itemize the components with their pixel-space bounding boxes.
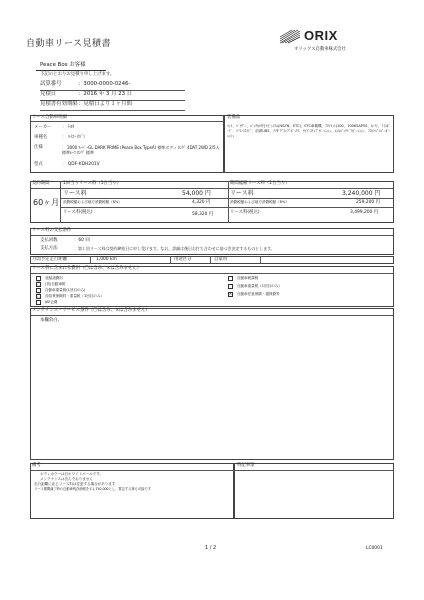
form-code: LC0001 bbox=[366, 546, 383, 551]
special-notes-label: 特記事項 bbox=[237, 463, 255, 468]
payment-count-value: ：60 回 bbox=[74, 238, 90, 243]
purpose-value: 自家用 bbox=[214, 257, 228, 262]
remark-line-1: ボディカラーは日ホワイトパールです。 bbox=[40, 472, 103, 476]
period-fee-value: 3,240,000 円 bbox=[342, 190, 381, 197]
tax-label: 消費税額および地方消費税額（8%） bbox=[63, 200, 122, 204]
purpose-label: 用途区分 bbox=[174, 257, 192, 262]
remark-line-2: メンテナンスは含んでおりません bbox=[40, 477, 93, 481]
quote-number-value: ：3000-0000-0246- bbox=[78, 81, 131, 87]
included-text-3: 自動車重量税(1回目のみ) bbox=[45, 288, 86, 292]
included-mark-2: 〇 bbox=[36, 281, 41, 287]
remark-line-3: 走行距離に応じリース料は変更する場合があります bbox=[34, 482, 116, 486]
included-right-checkbox-2 bbox=[228, 284, 233, 289]
remark-line-4: リース期間満了時の自動車残存価格を￥1,750,000とし、算定する事も可能です bbox=[34, 487, 151, 491]
remarks-label: 備考 bbox=[32, 463, 41, 468]
included-right-mark-3: × bbox=[228, 291, 233, 297]
logo-text: ORIX bbox=[304, 28, 338, 43]
model-label: 車種名 bbox=[34, 135, 48, 140]
maker-label: メーカー bbox=[34, 125, 52, 130]
included-right-text-2: 自動車重量税（1回目のみ） bbox=[237, 284, 282, 288]
payment-count-label: 支払回数 bbox=[40, 238, 58, 243]
payment-method-value: ：第１回リース料は契約締結日に申し受けます。なお、詳細は後日お打ち合わせに基づき決定するものとします。 bbox=[74, 246, 275, 251]
included-text-4: 自賠責保険料・重量税（1回目のみ） bbox=[45, 294, 104, 298]
equipment-label: 装備品 bbox=[227, 115, 241, 120]
logo-subtitle: オリックス自動車株式会社 bbox=[294, 47, 346, 52]
unit-fee-label: 1回当りリース料（1台当り） bbox=[63, 181, 122, 186]
maker-value: ： ﾄﾖﾀ bbox=[62, 125, 75, 130]
vehicle-section-label: リース自動車明細 bbox=[32, 115, 67, 120]
period-tax-label: 消費税額および地方消費税額（8%） bbox=[230, 200, 289, 204]
orix-logo-icon bbox=[278, 28, 302, 45]
included-checkbox-5 bbox=[36, 300, 41, 305]
usage-row bbox=[30, 256, 394, 264]
included-text-5: JAF会費 bbox=[45, 300, 58, 304]
included-mark-4: 〇 bbox=[36, 293, 41, 299]
mileage-label: 月間予定走行距離 bbox=[32, 257, 68, 262]
quote-number-label: 試算番号 bbox=[40, 81, 62, 87]
included-text-2: (初)自動車税 bbox=[45, 282, 66, 286]
type-label: 型式 bbox=[34, 162, 43, 167]
lease-fee-label: リース料 bbox=[63, 190, 87, 197]
contract-period-label: 契約期間 bbox=[32, 181, 50, 186]
maintenance-label: メンテナンス・サービス条件（〇は含み、×は含みません） bbox=[32, 308, 150, 313]
equipment-text: ﾏｯﾄ、ﾊﾞｲｻﾞｰ、ﾊﾞｯｸｶﾒﾗ付ﾅﾋﾞｼｽﾃﾑ(NSZN、ETC)、ETC車載機、ﾌﾛｱﾏｯﾄ(100、10065AP5S、ｶｰﾃﾝ、ｱｲｽﾎﾞｰﾄﾞ、ﾊﾟﾜｰｽﾗｲﾄﾞ、前席UBS、ｱﾂﾀﾞｸﾞﾛｰﾌﾞﾎﾞｯｸｽ、ｻｲﾄﾞｽﾃｯﾌﾟｶﾞｰﾆｯｼｭ、ﾒｯｷﾊﾞｯｸﾄﾞｱｶﾞｰﾆｯｼｭ、ﾌﾛﾝﾄﾊﾞﾝﾊﾟｰｶﾞｰﾆｯｼｭ bbox=[227, 124, 391, 139]
payment-section-label: リース料の支払条件 bbox=[32, 228, 72, 233]
period-tax-value: 259,200 円 bbox=[356, 200, 380, 205]
quote-expiry-label: 見積書有効期限 bbox=[40, 101, 78, 107]
spec-label: 仕様 bbox=[34, 145, 43, 150]
payment-method-label: 支払方法 bbox=[40, 246, 58, 251]
total-value: 58,320 円 bbox=[192, 212, 214, 217]
included-text-1: 登録諸費用 bbox=[45, 276, 63, 280]
quote-expiry-value: ：見積日より１ヶ月間 bbox=[78, 101, 132, 107]
mileage-value: 1,000 km bbox=[96, 257, 117, 262]
customer-name: Peace Box お客様 bbox=[40, 62, 86, 68]
special-notes-section bbox=[234, 463, 394, 519]
model-value: ： ﾊｲｴｰｽﾊﾞﾝ bbox=[62, 135, 86, 140]
greeting-text: 下記のとおりお見積り申し上げます。 bbox=[40, 72, 115, 77]
document-title: 自動車リース見積書 bbox=[26, 39, 112, 49]
lease-fee-value: 54,000 円 bbox=[182, 190, 211, 197]
included-checkbox-1 bbox=[36, 276, 41, 281]
spec-value: ： 3000 ｽｰﾊﾟｰGL DARK PRIME (Peace Box TypeA) 標準ボディ ﾛﾝｸﾞ 4DAT 2WD 2/5人 標準ﾙｰﾌ ﾛﾝｸﾞ 標準 bbox=[62, 145, 220, 155]
included-fees-label: リース料に含まれる費用（〇は含み、×は含みません） bbox=[32, 266, 142, 271]
quote-date-value: ：2016 年 3 月 23 日 bbox=[78, 91, 133, 97]
contract-period-value: 60ヶ月 bbox=[33, 198, 60, 207]
period-total-inc-value: 3,499,200 円 bbox=[350, 210, 379, 215]
quote-date-label: 見積日 bbox=[40, 91, 57, 97]
type-value: ： QDF-KDH201V bbox=[62, 162, 100, 167]
total-label: リース料(税込) bbox=[63, 210, 93, 215]
vehicle-section bbox=[30, 115, 224, 173]
period-fee-label: リース料 bbox=[230, 190, 254, 197]
period-total-label: 期間総額リース料（1台当り） bbox=[230, 181, 290, 186]
maintenance-section bbox=[30, 308, 394, 460]
included-right-text-3: 自動車任意保険・損保費等 bbox=[237, 292, 280, 296]
included-right-text-1: 自動車税課税 bbox=[237, 276, 259, 280]
page-number: 1 / 2 bbox=[205, 545, 217, 551]
period-total-inc-label: リース料(税込) bbox=[230, 210, 260, 215]
included-right-checkbox-1 bbox=[228, 276, 233, 281]
included-checkbox-3 bbox=[36, 288, 41, 293]
tax-value: 4,320 円 bbox=[192, 200, 211, 205]
maintenance-content: 本欄余白。 bbox=[40, 318, 62, 323]
